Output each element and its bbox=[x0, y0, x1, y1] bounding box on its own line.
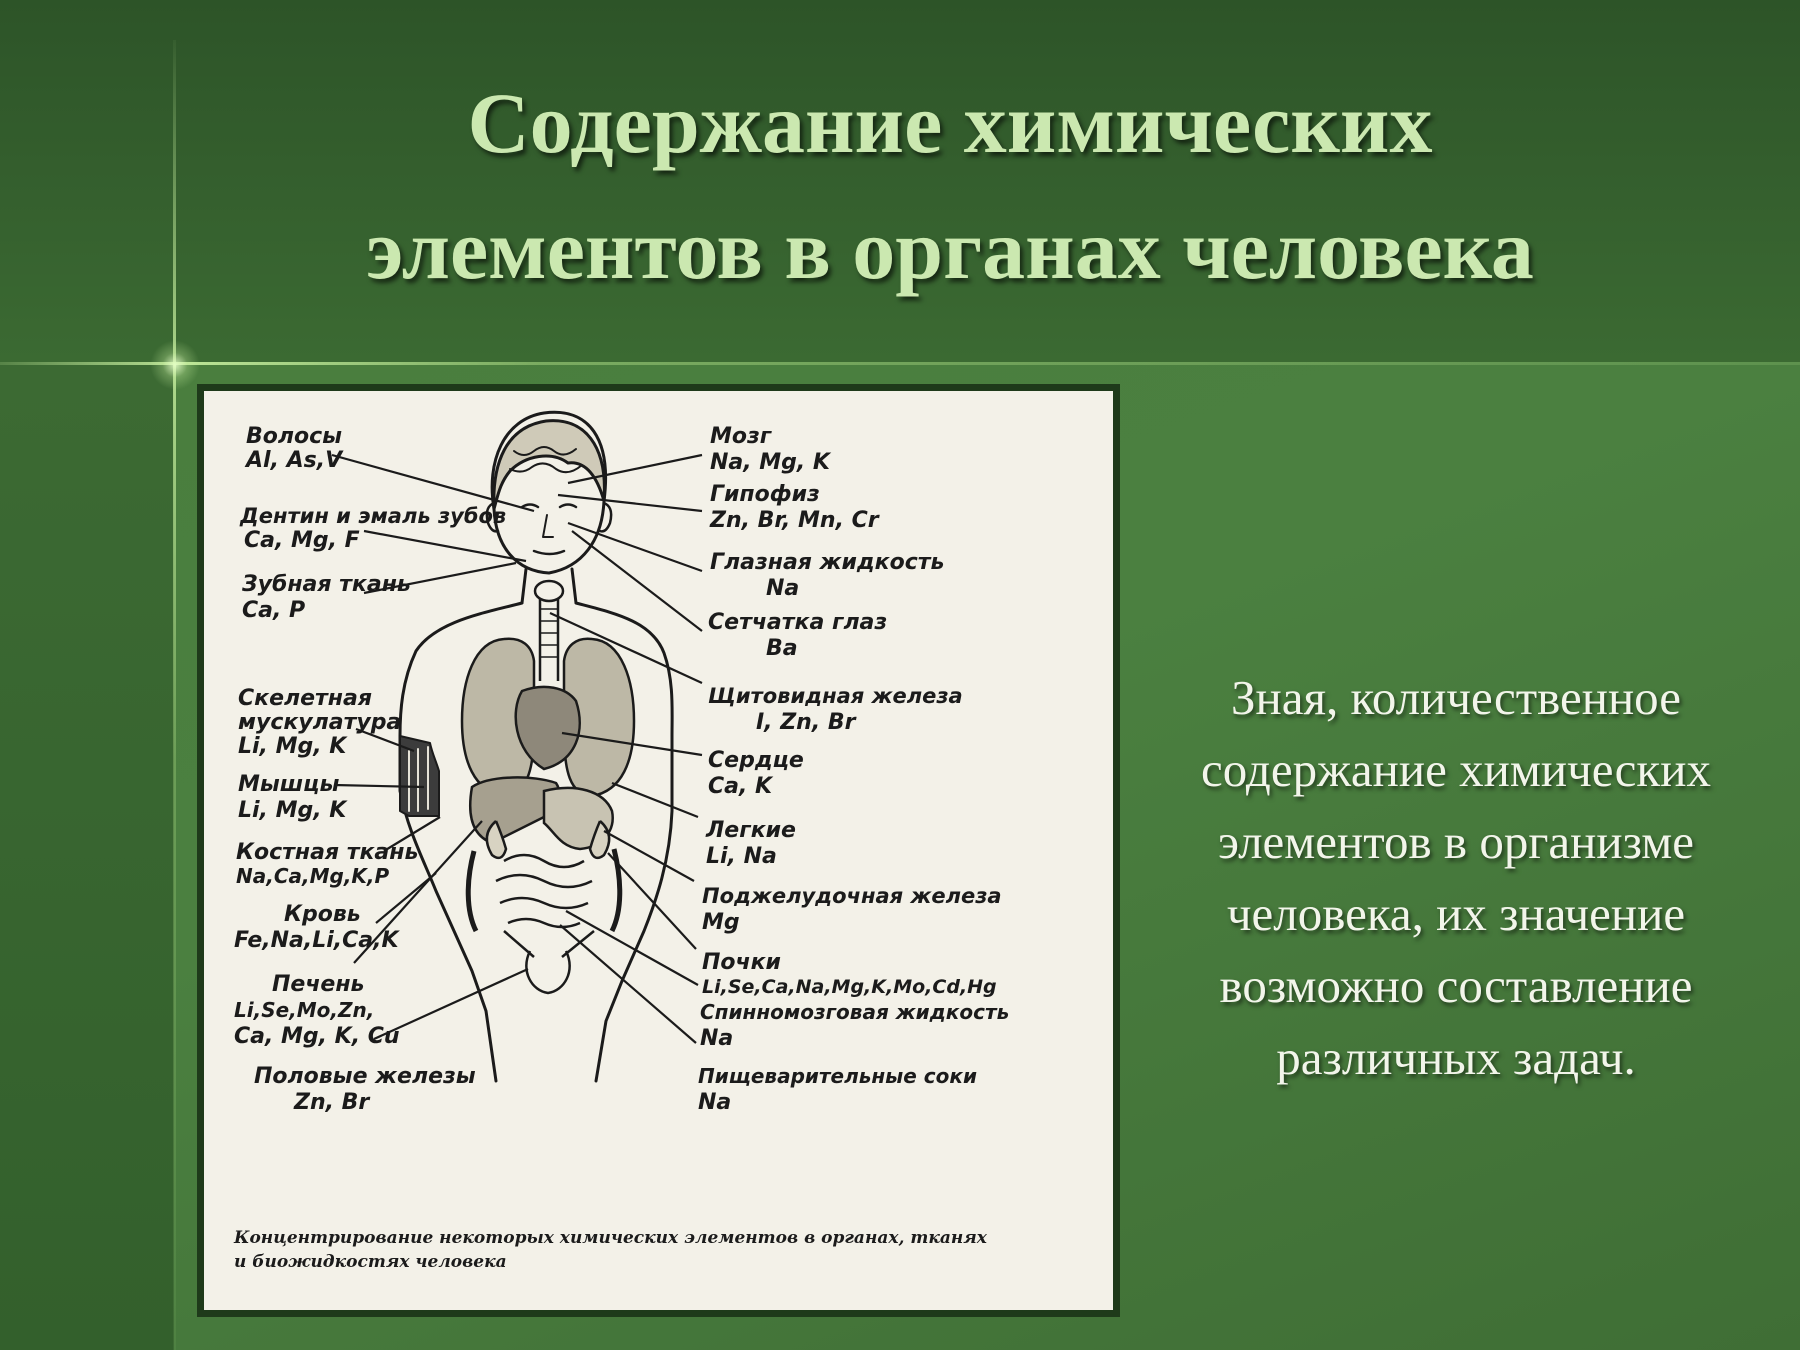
label-liver: Печень bbox=[272, 972, 365, 997]
label-lungs-elements: Li, Na bbox=[706, 844, 777, 869]
label-liver-elements-2: Ca, Mg, K, Cu bbox=[234, 1024, 400, 1049]
label-heart: Сердце bbox=[708, 748, 804, 773]
label-dentin: Дентин и эмаль зубов bbox=[240, 504, 507, 528]
label-dental-tissue-elements: Ca, P bbox=[242, 598, 306, 623]
label-hair: Волосы bbox=[246, 424, 343, 449]
label-retina-elements: Ba bbox=[766, 636, 798, 661]
label-digestive-juices-elements: Na bbox=[698, 1090, 732, 1115]
label-dental-tissue: Зубная ткань bbox=[242, 572, 411, 597]
label-skeletal-muscle-1: Скелетная bbox=[238, 686, 372, 711]
label-eye-fluid: Глазная жидкость bbox=[710, 550, 945, 575]
label-eye-fluid-elements: Na bbox=[766, 576, 800, 601]
label-pancreas: Поджелудочная железа bbox=[702, 884, 1002, 908]
label-bone: Костная ткань bbox=[236, 840, 419, 865]
label-kidneys: Почки bbox=[702, 950, 781, 975]
label-blood: Кровь bbox=[284, 902, 361, 927]
anatomy-figure bbox=[197, 384, 1120, 1317]
side-text: Зная, количественное содержание химических элементов в организме человека, их значение возможно составление различных задач. bbox=[1201, 670, 1711, 1085]
horizontal-divider bbox=[0, 362, 1800, 365]
label-hair-elements: Al, As,V bbox=[246, 448, 343, 473]
label-csf-elements: Na bbox=[700, 1026, 734, 1051]
divider-glow bbox=[150, 340, 200, 390]
left-labels bbox=[234, 424, 506, 1115]
label-pancreas-elements: Mg bbox=[702, 910, 740, 935]
label-thyroid: Щитовидная железа bbox=[708, 684, 963, 708]
label-thyroid-elements: I, Zn, Br bbox=[756, 710, 856, 735]
label-skeletal-muscle-2: мускулатура bbox=[238, 710, 402, 735]
label-dentin-elements: Ca, Mg, F bbox=[244, 528, 360, 553]
label-gonads: Половые железы bbox=[254, 1064, 476, 1089]
label-kidneys-elements: Li,Se,Ca,Na,Mg,K,Mo,Cd,Hg bbox=[702, 976, 997, 998]
left-margin-background bbox=[0, 362, 174, 1350]
small-intestine bbox=[496, 855, 592, 927]
label-muscles: Мышцы bbox=[238, 772, 340, 797]
label-gonads-elements: Zn, Br bbox=[294, 1090, 370, 1115]
anatomy-diagram bbox=[204, 391, 1113, 1310]
label-brain-elements: Na, Mg, K bbox=[710, 450, 830, 475]
label-digestive-juices: Пищеварительные соки bbox=[698, 1064, 977, 1088]
label-retina: Сетчатка глаз bbox=[708, 610, 888, 635]
label-lungs: Легкие bbox=[706, 818, 796, 843]
label-heart-elements: Ca, K bbox=[708, 774, 773, 799]
figure-caption-line-1: Концентрирование некоторых химических элементов в органах, тканях bbox=[234, 1228, 987, 1248]
label-blood-elements: Fe,Na,Li,Ca,K bbox=[234, 928, 399, 953]
internal-organs bbox=[462, 581, 634, 993]
label-muscles-elements: Li, Mg, K bbox=[238, 798, 347, 823]
figure-caption-line-2: и биожидкостях человека bbox=[234, 1252, 507, 1272]
vertical-divider bbox=[173, 40, 176, 1350]
label-csf: Спинномозговая жидкость bbox=[700, 1000, 1010, 1024]
label-liver-elements-1: Li,Se,Mo,Zn, bbox=[234, 998, 375, 1022]
right-labels bbox=[698, 424, 1009, 1115]
label-pituitary-elements: Zn, Br, Mn, Cr bbox=[710, 508, 879, 533]
label-pituitary: Гипофиз bbox=[710, 482, 820, 507]
slide-title: Содержание химических элементов в органах человека bbox=[366, 75, 1534, 297]
label-brain: Мозг bbox=[710, 424, 772, 449]
label-bone-elements: Na,Ca,Mg,K,P bbox=[236, 864, 390, 888]
label-skeletal-muscle-elements: Li, Mg, K bbox=[238, 734, 347, 759]
